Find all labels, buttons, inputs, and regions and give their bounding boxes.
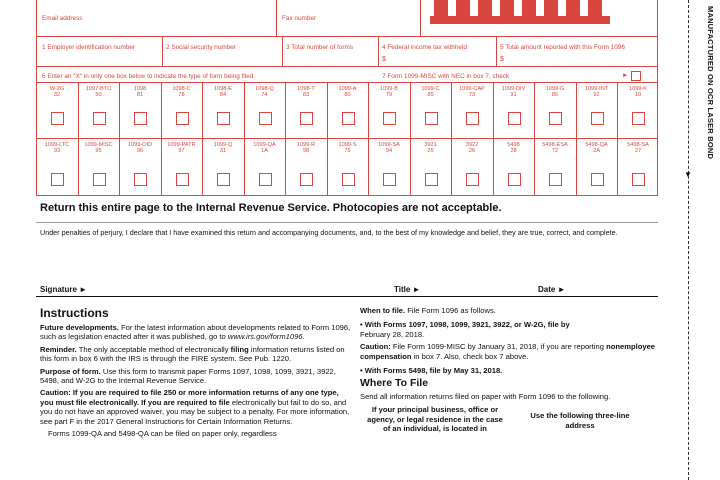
- form-type-label: [453, 142, 491, 155]
- form-type-code: 96: [136, 148, 144, 155]
- grid-divider: [244, 138, 245, 196]
- box1-field[interactable]: [40, 52, 158, 65]
- bullet-forms: • With Forms 1097, 1098, 1099, 3921, 3922, or W-2G, file by: [360, 320, 570, 330]
- form-type-checkbox[interactable]: [134, 112, 147, 125]
- address-col-location: If your principal business, office or agency, or legal residence in the case of an individual, is located in: [367, 405, 503, 434]
- form-type-name: 1099-INT: [584, 86, 609, 92]
- form-type-name: 1098-T: [297, 86, 315, 92]
- box4-label: 4 Federal income tax withheld: [382, 44, 467, 51]
- form-type-checkbox[interactable]: [51, 173, 64, 186]
- form-type-checkbox[interactable]: [176, 112, 189, 125]
- grid-divider: [493, 82, 494, 138]
- divider: [36, 222, 658, 223]
- form-type-name: 1099-LTC: [44, 142, 70, 148]
- box4-field[interactable]: [390, 52, 492, 65]
- form-type-label: [246, 86, 284, 99]
- divider: [420, 0, 421, 36]
- form-type-checkbox[interactable]: [466, 173, 479, 186]
- form-type-label: [370, 86, 408, 99]
- title-label: Title ►: [394, 285, 421, 294]
- box7-checkbox[interactable]: [631, 71, 641, 81]
- form-type-code: 84: [219, 92, 227, 99]
- grid-divider: [244, 82, 245, 138]
- form-type-code: 94: [385, 148, 393, 155]
- form-type-checkbox[interactable]: [508, 112, 521, 125]
- address-col-address: Use the following three-line address: [530, 411, 630, 430]
- form-type-name: 1099-K: [628, 86, 648, 92]
- form-type-label: [495, 142, 533, 155]
- grid-divider: [368, 138, 369, 196]
- caution-electronic: Caution: If you are required to file 250 or more information returns of any one type, you must file electronically. If you are required to file electronically but fail to do so, and you do not have an approved waiver, you may be subject to a penalty. For more information, see part F in the 2017 General Instructions for Certain Information Returns.: [40, 388, 350, 426]
- row-divider: [36, 82, 658, 83]
- address-table: [360, 405, 660, 455]
- form-type-label: [204, 142, 242, 155]
- form-type-code: 74: [261, 92, 268, 99]
- grid-divider: [285, 82, 286, 138]
- box5-field[interactable]: [508, 52, 654, 65]
- form-type-code: 28: [510, 148, 517, 155]
- form-type-name: 1099-DIV: [501, 86, 526, 92]
- form-type-label: [204, 86, 242, 99]
- form-type-name: 1098-C: [172, 86, 191, 92]
- box2-field[interactable]: [166, 52, 278, 65]
- right-column: [360, 306, 660, 455]
- form-type-code: 92: [593, 92, 600, 99]
- form-type-code: 79: [385, 92, 393, 99]
- email-label: Email address: [42, 15, 83, 22]
- form-type-label: [246, 142, 284, 155]
- form-type-label: [80, 86, 118, 99]
- grid-divider: [285, 138, 286, 196]
- form-type-label: [412, 86, 450, 99]
- row-divider: [36, 66, 658, 67]
- form-type-code: 25: [427, 148, 434, 155]
- box3-label: 3 Total number of forms: [286, 44, 354, 51]
- form-type-checkbox[interactable]: [549, 112, 562, 125]
- caution-misc: Caution: File Form 1099-MISC by January 31, 2018, if you are reporting nonemployee compensation in box 7. Also, check box 7 above.: [360, 342, 656, 361]
- form-type-name: 5498-QA: [585, 142, 608, 148]
- arrow-icon: ►: [622, 72, 629, 79]
- divider: [378, 36, 379, 66]
- return-notice: Return this entire page to the Internal Revenue Service. Photocopies are not acceptable.: [40, 202, 502, 214]
- form-type-name: 1099-OID: [127, 142, 153, 148]
- form-type-code: 32: [53, 92, 61, 99]
- grid-divider: [119, 138, 120, 196]
- form-type-name: 1099-C: [421, 86, 440, 92]
- title-field[interactable]: [428, 270, 532, 294]
- form-type-name: 1098: [133, 86, 147, 92]
- box3-field[interactable]: [286, 52, 374, 65]
- form-type-label: [370, 142, 408, 155]
- form-type-checkbox[interactable]: [425, 112, 438, 125]
- row-divider: [36, 36, 658, 37]
- form-type-code: 93: [53, 148, 61, 155]
- form-type-code: 75: [344, 148, 351, 155]
- form-type-code: 2A: [593, 148, 600, 155]
- grid-divider: [78, 138, 79, 196]
- form-type-checkbox[interactable]: [466, 112, 479, 125]
- form-type-name: 5498-ESA: [542, 142, 568, 148]
- form-type-label: [121, 86, 159, 99]
- grid-divider: [202, 82, 203, 138]
- instructions-body: [40, 323, 352, 441]
- grid-divider: [576, 138, 577, 196]
- manufacturer-text: MANUFACTURED ON OCR LASER BOND: [706, 6, 715, 160]
- form-type-checkbox[interactable]: [632, 173, 645, 186]
- signature-line: [36, 296, 658, 297]
- form-type-code: 85: [427, 92, 434, 99]
- form-type-code: 27: [634, 148, 642, 155]
- form-type-code: 91: [510, 92, 517, 99]
- form-type-checkbox[interactable]: [591, 112, 604, 125]
- divider: [496, 36, 497, 66]
- form-type-code: 83: [302, 92, 310, 99]
- bullet-5498: • With Forms 5498, file by May 31, 2018.: [360, 366, 503, 376]
- grid-divider: [327, 138, 328, 196]
- when-to-file: When to file. File Form 1096 as follows.: [360, 306, 496, 315]
- form-type-code: 86: [551, 92, 559, 99]
- grid-divider: [410, 138, 411, 196]
- form-type-checkbox[interactable]: [134, 173, 147, 186]
- form-type-label: [287, 142, 325, 155]
- form-type-name: 1099-Q: [213, 142, 233, 148]
- form-type-label: [287, 86, 325, 99]
- grid-divider: [451, 138, 452, 196]
- form-type-checkbox[interactable]: [300, 173, 313, 186]
- date-label: Date ►: [538, 285, 566, 294]
- perforation-line: [688, 0, 689, 480]
- form-type-name: 1098-Q: [255, 86, 274, 92]
- where-to-file-heading: Where To File: [360, 377, 429, 390]
- form-type-name: 1097-BTC: [85, 86, 112, 92]
- signature-label: Signature ►: [40, 285, 88, 294]
- grid-divider: [410, 82, 411, 138]
- date-field[interactable]: [566, 270, 656, 294]
- irs-link[interactable]: www.irs.gov/form1096: [227, 332, 303, 342]
- form-type-code: 95: [95, 148, 102, 155]
- form-type-code: 80: [344, 92, 351, 99]
- form-type-code: 97: [178, 148, 185, 155]
- where-text: Send all information returns filed on paper with Form 1096 to the following.: [360, 391, 611, 401]
- fax-label: Fax number: [282, 15, 317, 22]
- divider: [276, 0, 277, 36]
- form-type-label: [329, 142, 367, 155]
- box5-dollar: $: [500, 56, 504, 63]
- signature-field[interactable]: [96, 270, 386, 294]
- form-type-label: [329, 86, 367, 99]
- form-type-checkbox[interactable]: [549, 173, 562, 186]
- box1-label: 1 Employer identification number: [42, 44, 136, 51]
- form-type-name: 1099-R: [296, 142, 316, 148]
- bullet-forms-date: February 28, 2018.: [360, 329, 425, 339]
- form-type-name: 3922: [465, 142, 479, 148]
- perjury-statement: Under penalties of perjury, I declare that I have examined this return and accompanying documents, and, to the best of my knowledge and belief, they are true, correct, and complete.: [40, 228, 618, 237]
- grid-divider: [161, 82, 162, 138]
- form-type-checkbox[interactable]: [383, 112, 396, 125]
- form-type-label: [38, 142, 76, 155]
- form-type-name: 1099-QA: [253, 142, 276, 148]
- form-type-checkbox[interactable]: [217, 173, 230, 186]
- form-type-label: [619, 142, 657, 155]
- divider: [162, 36, 163, 66]
- form-type-code: 72: [551, 148, 559, 155]
- instructions-heading: Instructions: [40, 306, 109, 320]
- form-type-name: W-2G: [49, 86, 65, 92]
- grid-divider: [493, 138, 494, 196]
- form-type-label: [578, 86, 616, 99]
- form-type-name: 5498: [507, 142, 520, 148]
- email-field[interactable]: [40, 24, 272, 36]
- form-type-name: 1098-E: [213, 86, 233, 92]
- form-type-name: 1099-CAP: [459, 86, 485, 92]
- form-type-name: 1099-A: [338, 86, 357, 92]
- form-type-code: 50: [95, 92, 102, 99]
- form-type-name: 1099-S: [338, 142, 357, 148]
- form-type-label: [121, 142, 159, 155]
- form-type-label: [578, 142, 616, 155]
- form-type-name: 3921: [424, 142, 437, 148]
- grid-divider: [617, 138, 618, 196]
- form-type-name: 5498-SA: [627, 142, 649, 148]
- form-type-label: [453, 86, 491, 99]
- form-type-checkbox[interactable]: [217, 112, 230, 125]
- form-type-label: [163, 86, 201, 99]
- form-type-name: 1099-G: [545, 86, 565, 92]
- box6-label: 6 Enter an "X" in only one box below to indicate the type of form being filed.: [42, 73, 256, 80]
- form-type-checkbox[interactable]: [508, 173, 521, 186]
- divider: [282, 36, 283, 66]
- form-type-label: [619, 86, 657, 99]
- form-type-checkbox[interactable]: [300, 112, 313, 125]
- form-type-code: 1A: [261, 148, 268, 155]
- form-id-block: [430, 0, 650, 34]
- box7-label: 7 Form 1099-MISC with NEC in box 7, check: [382, 73, 510, 80]
- grid-divider: [368, 82, 369, 138]
- grid-divider: [451, 82, 452, 138]
- grid-divider: [78, 82, 79, 138]
- future-developments: Future developments. For the latest information about developments related to Form 1096, such as legislation enacted after it was published, go to www.irs.gov/form1096.: [40, 323, 351, 342]
- form-type-checkbox[interactable]: [342, 112, 355, 125]
- form-type-code: 73: [468, 92, 476, 99]
- grid-divider: [617, 82, 618, 138]
- form-type-checkbox[interactable]: [632, 112, 645, 125]
- form-type-checkbox[interactable]: [176, 173, 189, 186]
- grid-divider: [202, 138, 203, 196]
- grid-divider: [327, 82, 328, 138]
- grid-row-divider: [36, 138, 658, 139]
- form-type-name: 1099-MISC: [84, 142, 113, 148]
- form-type-code: 98: [302, 148, 310, 155]
- grid-divider: [534, 82, 535, 138]
- purpose-of-form: Purpose of form. Use this form to transmit paper Forms 1097, 1098, 1099, 3921, 3922, 5498, and W-2G to the Internal Revenue Service.: [40, 366, 336, 386]
- form-type-name: 1099-SA: [378, 142, 400, 148]
- form-type-code: 81: [136, 92, 144, 99]
- form-type-label: [38, 86, 76, 99]
- form-type-name: 1099-B: [379, 86, 399, 92]
- form-type-checkbox[interactable]: [51, 112, 64, 125]
- scissors-icon: ▼: [684, 170, 692, 179]
- form-type-code: 31: [219, 148, 227, 155]
- form-type-label: [495, 86, 533, 99]
- box4-dollar: $: [382, 56, 386, 63]
- grid-divider: [119, 82, 120, 138]
- qa-note: Forms 1099-QA and 5498-QA can be filed on paper only, regardless: [48, 429, 277, 439]
- grid-divider: [161, 138, 162, 196]
- form-type-label: [412, 142, 450, 155]
- form-type-label: [536, 86, 574, 99]
- form-type-name: 1099-PATR: [167, 142, 196, 148]
- box2-label: 2 Social security number: [166, 44, 236, 51]
- form-type-checkbox[interactable]: [342, 173, 355, 186]
- form-type-checkbox[interactable]: [425, 173, 438, 186]
- form-type-checkbox[interactable]: [259, 173, 272, 186]
- grid-divider: [576, 82, 577, 138]
- form-type-checkbox[interactable]: [591, 173, 604, 186]
- reminder: Reminder. The only acceptable method of electronically filing information returns listed on this form in box 6 with the IRS is through the FIRE system. See Pub. 1220.: [40, 344, 345, 364]
- form-type-checkbox[interactable]: [259, 112, 272, 125]
- form-type-checkbox[interactable]: [93, 112, 106, 125]
- form-type-checkbox[interactable]: [93, 173, 106, 186]
- box5-label: 5 Total amount reported with this Form 1096: [500, 44, 625, 51]
- form-type-label: [536, 142, 574, 155]
- form-type-code: 10: [634, 92, 642, 99]
- fax-field[interactable]: [280, 24, 416, 36]
- grid-divider: [534, 138, 535, 196]
- form-type-code: 78: [178, 92, 185, 99]
- form-type-code: 26: [468, 148, 476, 155]
- form-type-label: [80, 142, 118, 155]
- form-type-label: [163, 142, 201, 155]
- form-type-checkbox[interactable]: [383, 173, 396, 186]
